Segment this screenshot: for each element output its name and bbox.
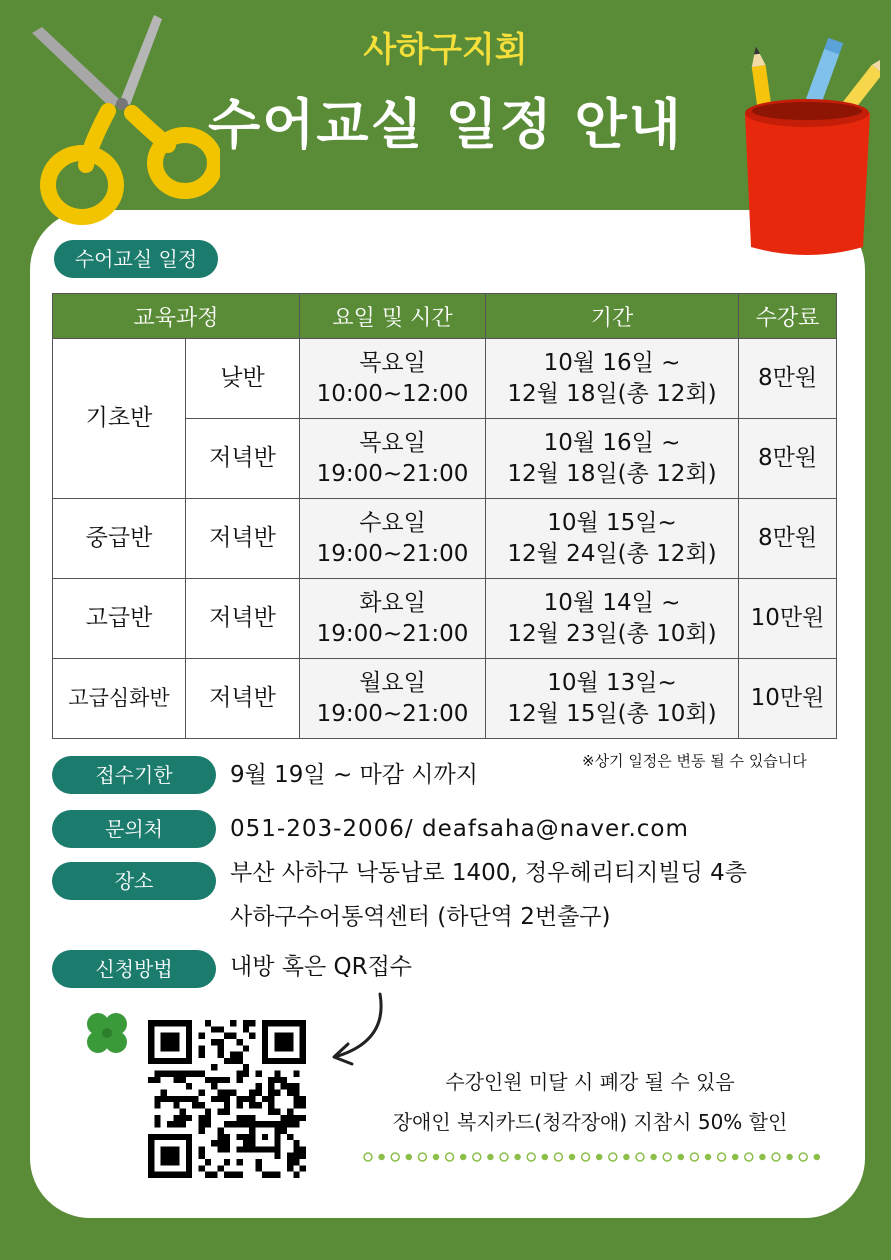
period-end: 12월 18일(총 12회) — [507, 380, 717, 407]
time-text: 19:00~21:00 — [316, 540, 469, 567]
header-course: 교육과정 — [53, 294, 300, 339]
place-label: 장소 — [52, 862, 216, 900]
period-start: 10월 14일 ~ — [543, 589, 681, 616]
course-cell: 기초반 — [53, 339, 186, 499]
time-cell — [300, 579, 486, 659]
period-cell — [486, 659, 739, 739]
header-fee: 수강료 — [739, 294, 837, 339]
course-cell: 고급심화반 — [53, 659, 186, 739]
fee-cell: 10만원 — [739, 579, 837, 659]
period-end: 12월 18일(총 12회) — [507, 460, 717, 487]
header-period: 기간 — [486, 294, 739, 339]
time-text: 19:00~21:00 — [316, 620, 469, 647]
contact-label: 문의처 — [52, 810, 216, 848]
qr-code[interactable] — [148, 1020, 306, 1178]
schedule-table — [52, 293, 837, 739]
period-cell — [486, 419, 739, 499]
place-line1: 부산 사하구 낙동남로 1400, 정우헤리티지빌딩 4층 — [230, 860, 747, 886]
period-end: 12월 24일(총 12회) — [507, 540, 717, 567]
deadline-text: 9월 19일 ~ 마감 시까지 — [230, 762, 478, 788]
period-start: 10월 15일~ — [547, 509, 677, 536]
time-cell — [300, 499, 486, 579]
period-end: 12월 23일(총 10회) — [507, 620, 717, 647]
session-cell: 저녁반 — [186, 659, 300, 739]
session-cell: 저녁반 — [186, 419, 300, 499]
period-cell — [486, 579, 739, 659]
fee-cell: 8만원 — [739, 499, 837, 579]
table-row — [53, 579, 837, 659]
period-start: 10월 16일 ~ — [543, 349, 681, 376]
place-line2: 사하구수어통역센터 (하단역 2번출구) — [230, 904, 611, 930]
course-cell: 중급반 — [53, 499, 186, 579]
period-cell — [486, 339, 739, 419]
cancellation-note: 수강인원 미달 시 폐강 될 수 있음 — [445, 1070, 735, 1094]
day-text: 수요일 — [359, 509, 426, 536]
fee-cell: 8만원 — [739, 419, 837, 499]
time-text: 19:00~21:00 — [316, 460, 469, 487]
deadline-label: 접수기한 — [52, 756, 216, 794]
day-text: 목요일 — [359, 349, 426, 376]
fee-cell: 8만원 — [739, 339, 837, 419]
period-start: 10월 16일 ~ — [543, 429, 681, 456]
page-title: 수어교실 일정 안내 — [208, 93, 683, 156]
schedule-change-note: ※상기 일정은 변동 될 수 있습니다 — [582, 752, 807, 770]
session-cell: 저녁반 — [186, 499, 300, 579]
period-start: 10월 13일~ — [547, 669, 677, 696]
day-text: 월요일 — [359, 669, 426, 696]
table-row — [53, 499, 837, 579]
time-cell — [300, 659, 486, 739]
table-header-row — [53, 294, 837, 339]
session-cell: 저녁반 — [186, 579, 300, 659]
discount-note: 장애인 복지카드(청각장애) 지참시 50% 할인 — [392, 1110, 788, 1134]
period-end: 12월 15일(총 10회) — [507, 700, 717, 727]
fee-cell: 10만원 — [739, 659, 837, 739]
clover-icon — [82, 1008, 132, 1058]
day-text: 목요일 — [359, 429, 426, 456]
table-row — [53, 659, 837, 739]
time-text: 10:00~12:00 — [316, 380, 469, 407]
contact-text: 051-203-2006/ deafsaha@naver.com — [230, 816, 689, 842]
table-row — [53, 339, 837, 419]
period-cell — [486, 499, 739, 579]
day-text: 화요일 — [359, 589, 426, 616]
time-cell — [300, 339, 486, 419]
header-time: 요일 및 시간 — [300, 294, 486, 339]
apply-text: 내방 혹은 QR접수 — [230, 954, 413, 980]
time-cell — [300, 419, 486, 499]
session-cell: 낮반 — [186, 339, 300, 419]
dotted-divider — [362, 1150, 832, 1164]
course-cell: 고급반 — [53, 579, 186, 659]
org-title: 사하구지회 — [363, 30, 528, 70]
section-label: 수어교실 일정 — [54, 240, 218, 278]
apply-label: 신청방법 — [52, 950, 216, 988]
time-text: 19:00~21:00 — [316, 700, 469, 727]
